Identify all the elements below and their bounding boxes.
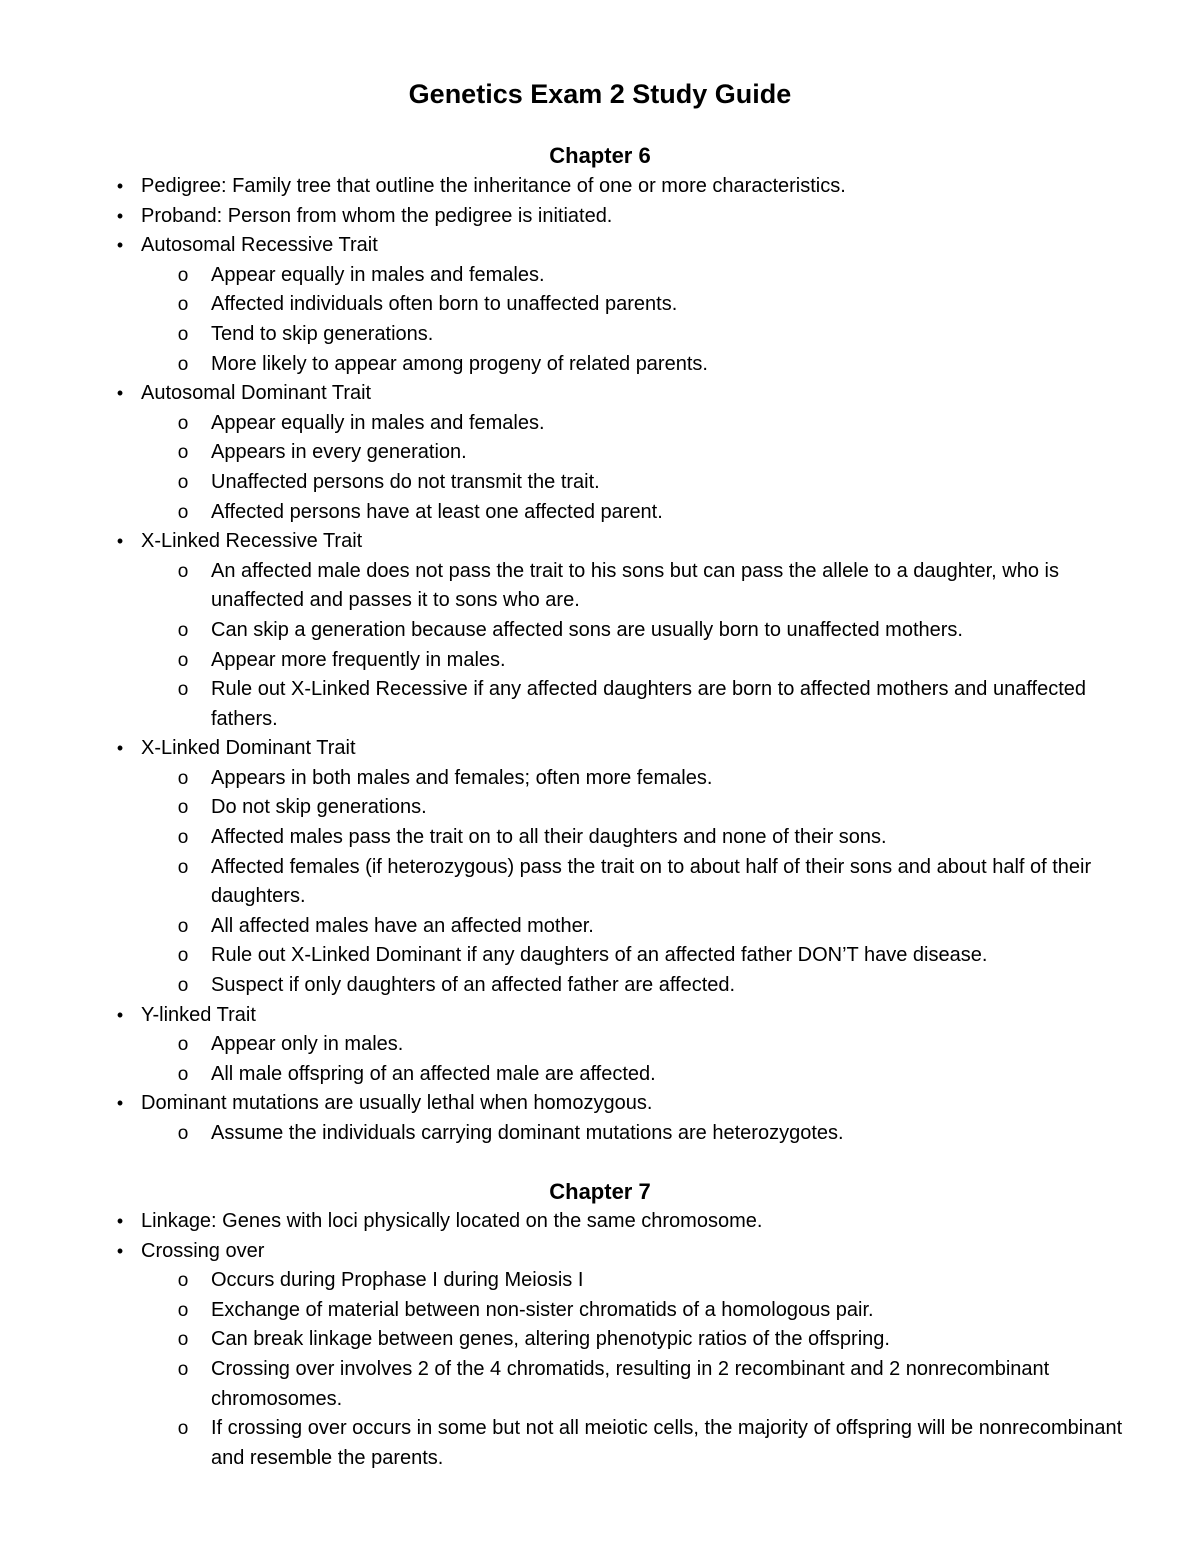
- list-item-text: Crossing over involves 2 of the 4 chromatids, resulting in 2 recombinant and 2 nonrecombinant chromosomes.: [211, 1357, 1050, 1410]
- list-item-text: All male offspring of an affected male are affected.: [211, 1062, 656, 1085]
- bullet-item: [0, 379, 1200, 409]
- chapter-7-list: [0, 1207, 1200, 1473]
- chapter-7-heading: Chapter 7: [549, 1179, 651, 1204]
- sub-bullet-marker: o: [177, 442, 189, 464]
- sub-bullet-marker: o: [177, 1063, 189, 1085]
- sub-bullet-marker: o: [177, 1299, 189, 1321]
- list-item-text: Affected persons have at least one affected parent.: [211, 500, 663, 523]
- sub-bullet-marker: o: [177, 412, 189, 434]
- bullet-item: [0, 172, 1200, 202]
- list-item-text: Affected females (if heterozygous) pass the trait on to about half of their sons and about half of their daughters.: [211, 855, 1092, 908]
- list-item-text: Appears in every generation.: [211, 441, 467, 464]
- sub-bullet-marker: o: [177, 1329, 189, 1351]
- sub-bullet-item: [0, 557, 1200, 616]
- list-item-text: An affected male does not pass the trait to his sons but can pass the allele to a daughter, who is unaffected and passes it to sons who are.: [211, 559, 1059, 612]
- list-item-text: Tend to skip generations.: [211, 322, 434, 345]
- bullet-marker: •: [116, 383, 124, 404]
- sub-bullet-marker: o: [177, 560, 189, 582]
- list-item-text: X-Linked Recessive Trait: [141, 530, 363, 553]
- sub-bullet-item: [0, 261, 1200, 291]
- sub-bullet-item: [0, 912, 1200, 942]
- sub-bullet-item: [0, 646, 1200, 676]
- list-item-text: Exchange of material between non-sister chromatids of a homologous pair.: [211, 1298, 874, 1321]
- sub-bullet-item: [0, 616, 1200, 646]
- sub-bullet-item: [0, 971, 1200, 1001]
- sub-bullet-item: [0, 941, 1200, 971]
- sub-bullet-item: [0, 1325, 1200, 1355]
- sub-bullet-marker: o: [177, 975, 189, 997]
- sub-bullet-item: [0, 409, 1200, 439]
- chapter-6-heading: Chapter 6: [549, 143, 651, 168]
- sub-bullet-item: [0, 1414, 1200, 1473]
- sub-bullet-marker: o: [177, 353, 189, 375]
- list-item-text: Can skip a generation because affected sons are usually born to unaffected mothers.: [211, 618, 963, 641]
- sub-bullet-item: [0, 1030, 1200, 1060]
- list-item-text: Appears in both males and females; often more females.: [211, 766, 713, 789]
- list-item-text: More likely to appear among progeny of related parents.: [211, 352, 708, 375]
- list-item-text: Pedigree: Family tree that outline the inheritance of one or more characteristics.: [141, 175, 846, 197]
- sub-bullet-marker: o: [177, 767, 189, 789]
- sub-bullet-item: [0, 853, 1200, 912]
- list-item-text: Can break linkage between genes, altering phenotypic ratios of the offspring.: [211, 1328, 890, 1351]
- list-item-text: Dominant mutations are usually lethal when homozygous.: [141, 1092, 653, 1115]
- bullet-marker: •: [116, 235, 124, 256]
- bullet-marker: •: [116, 1093, 124, 1114]
- list-item-text: Suspect if only daughters of an affected father are affected.: [211, 974, 736, 997]
- list-item-text: If crossing over occurs in some but not all meiotic cells, the majority of offspring will be nonrecombinant and resemble the parents.: [211, 1417, 1123, 1469]
- sub-bullet-item: [0, 1296, 1200, 1326]
- sub-bullet-item: [0, 1060, 1200, 1090]
- sub-bullet-marker: o: [177, 1034, 189, 1056]
- list-item-text: Autosomal Dominant Trait: [141, 382, 372, 405]
- bullet-item: [0, 1207, 1200, 1237]
- sub-bullet-item: [0, 1119, 1200, 1149]
- list-item-text: Appear more frequently in males.: [211, 648, 506, 671]
- sub-bullet-item: [0, 498, 1200, 528]
- sub-bullet-marker: o: [177, 1270, 189, 1292]
- sub-bullet-item: [0, 1266, 1200, 1296]
- sub-bullet-item: [0, 793, 1200, 823]
- sub-bullet-marker: o: [177, 1358, 189, 1380]
- list-item-text: X-Linked Dominant Trait: [141, 737, 356, 760]
- bullet-marker: •: [116, 205, 124, 226]
- sub-bullet-marker: o: [177, 649, 189, 671]
- list-item-text: Autosomal Recessive Trait: [141, 234, 378, 257]
- list-item-text: Crossing over: [141, 1239, 265, 1262]
- list-item-text: Rule out X-Linked Dominant if any daughters of an affected father DON’T have disease.: [211, 944, 988, 967]
- sub-bullet-marker: o: [177, 501, 189, 523]
- sub-bullet-marker: o: [177, 323, 189, 345]
- sub-bullet-item: [0, 823, 1200, 853]
- bullet-marker: •: [116, 1240, 124, 1261]
- sub-bullet-marker: o: [177, 264, 189, 286]
- sub-bullet-item: [0, 320, 1200, 350]
- bullet-item: [0, 1089, 1200, 1119]
- sub-bullet-marker: o: [177, 1123, 189, 1144]
- sub-bullet-marker: o: [177, 915, 189, 937]
- sub-bullet-item: [0, 1355, 1200, 1414]
- list-item-text: Unaffected persons do not transmit the trait.: [211, 470, 600, 493]
- document-title: Genetics Exam 2 Study Guide: [408, 79, 792, 109]
- sub-bullet-item: [0, 764, 1200, 794]
- list-item-text: Linkage: Genes with loci physically located on the same chromosome.: [141, 1210, 763, 1232]
- list-item-text: Affected males pass the trait on to all their daughters and none of their sons.: [211, 826, 887, 849]
- sub-bullet-item: [0, 438, 1200, 468]
- sub-bullet-marker: o: [177, 679, 189, 701]
- sub-bullet-marker: o: [177, 945, 189, 967]
- bullet-marker: •: [116, 1211, 124, 1231]
- bullet-item: [0, 1001, 1200, 1031]
- sub-bullet-marker: o: [177, 1418, 189, 1440]
- list-item-text: Appear equally in males and females.: [211, 411, 545, 434]
- list-item-text: Assume the individuals carrying dominant mutations are heterozygotes.: [211, 1122, 844, 1144]
- bullet-item: [0, 1237, 1200, 1267]
- sub-bullet-marker: o: [177, 797, 189, 819]
- bullet-item: [0, 231, 1200, 261]
- list-item-text: Rule out X-Linked Recessive if any affected daughters are born to affected mothers and unaffected fathers.: [211, 678, 1086, 730]
- sub-bullet-item: [0, 290, 1200, 320]
- bullet-item: [0, 202, 1200, 232]
- list-item-text: Do not skip generations.: [211, 796, 427, 819]
- list-item-text: Affected individuals often born to unaffected parents.: [211, 293, 678, 316]
- bullet-marker: •: [116, 738, 124, 759]
- bullet-marker: •: [116, 176, 124, 196]
- sub-bullet-marker: o: [177, 827, 189, 849]
- list-item-text: Appear only in males.: [211, 1033, 404, 1056]
- sub-bullet-marker: o: [177, 856, 189, 878]
- bullet-item: [0, 734, 1200, 764]
- list-item-text: Appear equally in males and females.: [211, 263, 545, 286]
- chapter-6-list: [0, 172, 1200, 1149]
- list-item-text: Occurs during Prophase I during Meiosis I: [211, 1269, 584, 1292]
- bullet-item: [0, 527, 1200, 557]
- sub-bullet-marker: o: [177, 294, 189, 316]
- bullet-marker: •: [116, 531, 124, 552]
- sub-bullet-item: [0, 350, 1200, 380]
- sub-bullet-marker: o: [177, 619, 189, 641]
- sub-bullet-marker: o: [177, 471, 189, 493]
- list-item-text: Proband: Person from whom the pedigree is initiated.: [141, 204, 613, 227]
- list-item-text: All affected males have an affected mother.: [211, 914, 594, 937]
- list-item-text: Y-linked Trait: [141, 1003, 256, 1026]
- sub-bullet-item: [0, 675, 1200, 734]
- sub-bullet-item: [0, 468, 1200, 498]
- bullet-marker: •: [116, 1004, 124, 1025]
